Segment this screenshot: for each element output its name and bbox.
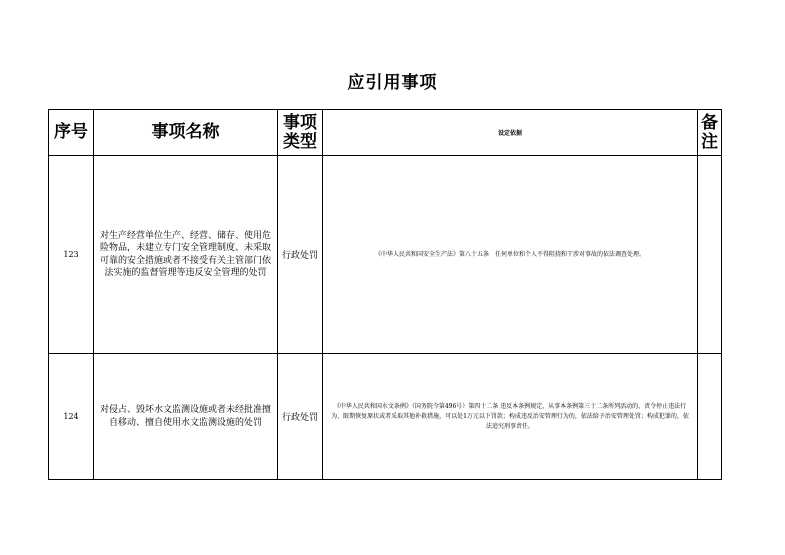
header-basis: 设定依据 [323,110,698,156]
row-item-type: 行政处罚 [278,354,323,480]
page-title: 应引用事项 [347,73,438,93]
row-seq: 123 [49,156,94,354]
row-note [698,156,722,354]
row-item-name: 对侵占、毁坏水文监测设施或者未经批准擅自移动、擅自使用水文监测设施的处罚 [94,354,278,480]
table-header-row [49,110,722,156]
row-note [698,354,722,480]
row-item-name: 对生产经营单位生产、经营、储存、使用危险物品，未建立专门安全管理制度、未采取可靠的安全措施或者不接受有关主管部门依法实施的监督管理等违反安全管理的处罚 [94,156,278,354]
row-seq: 124 [49,354,94,480]
row-item-type: 行政处罚 [278,156,323,354]
header-seq: 序号 [49,110,94,156]
header-note: 备注 [698,110,722,156]
row-legal-basis: 《中华人民共和国安全生产法》第八十五条 任何单位和个人不得阻挠和干涉对事故的依法调查处理。 [323,156,698,354]
header-type: 事项类型 [278,110,323,156]
row-legal-basis: 《中华人民共和国水文条例》（国务院令第496号）第四十二条 违反本条例规定，从事本条例第三十二条所列活动的，责令停止违法行为，限期恢复原状或者采取其他补救措施，可以处1万元以下罚款；构成违反治安管理行为的，依法给予治安管理处罚；构成犯罪的，依法追究刑事责任。 [323,354,698,480]
header-name: 事项名称 [94,110,278,156]
table-row [49,156,722,354]
items-table [48,109,722,480]
table-row [49,354,722,480]
